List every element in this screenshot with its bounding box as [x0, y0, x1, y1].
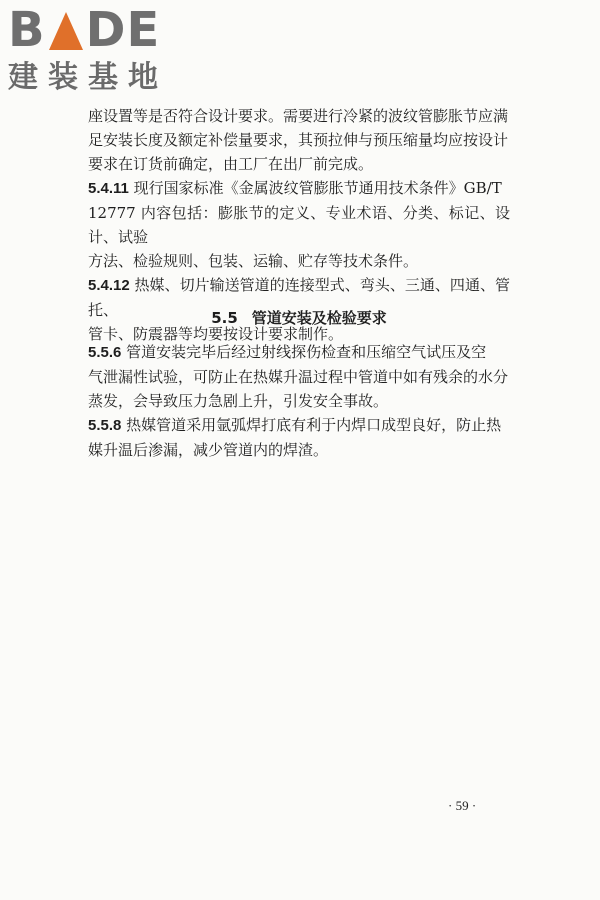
- paragraph: [88, 340, 510, 413]
- paragraph-text: 现行国家标准《金属波纹管膨胀节通用技术条件》GB/T 12777 内容包括：膨胀节的定义、专业术语、分类、标记、设计、试验 方法、检验规则、包装、运输、贮存等技术条件。: [88, 179, 510, 270]
- triangle-icon: [49, 12, 83, 50]
- paragraph-text: 热媒、切片输送管道的连接型式、弯头、三通、四通、管托、 管卡、防震器等均要按设计要求制作。: [88, 276, 510, 343]
- clause-number: 5.5.6: [88, 344, 122, 361]
- body-text-bottom: [88, 340, 510, 462]
- section-heading: [88, 306, 510, 330]
- paragraph-text: 座设置等是否符合设计要求。需要进行冷紧的波纹管膨胀节应满 足安装长度及额定补偿量要求，其预拉伸与预压缩量均应按设计 要求在订货前确定，由工厂在出厂前完成。: [88, 107, 509, 173]
- section-number: 5.5: [211, 309, 238, 327]
- page-number: · 59 ·: [448, 798, 477, 813]
- watermark-logo: [8, 4, 178, 96]
- paragraph: [88, 104, 510, 176]
- section-title: 管道安装及检验要求: [251, 309, 387, 327]
- watermark-latin: [8, 4, 178, 56]
- paragraph-text: 热媒管道采用氩弧焊打底有利于内焊口成型良好，防止热 媒升温后渗漏，减少管道内的焊渣。: [88, 416, 502, 459]
- clause-number: 5.5.8: [88, 417, 122, 434]
- watermark-latin-right: DE: [85, 2, 161, 58]
- watermark-latin-left: B: [8, 2, 46, 58]
- paragraph: [88, 176, 510, 273]
- watermark-chinese: 建装基地: [8, 60, 168, 95]
- clause-number: 5.4.11: [88, 180, 129, 197]
- paragraph-text: 管道安装完毕后经过射线探伤检查和压缩空气试压及空 气泄漏性试验，可防止在热媒升温过程中管道中如有残余的水分 蒸发，会导致压力急剧上升，引发安全事故。: [88, 343, 509, 410]
- paragraph: [88, 413, 510, 462]
- clause-number: 5.4.12: [88, 277, 130, 294]
